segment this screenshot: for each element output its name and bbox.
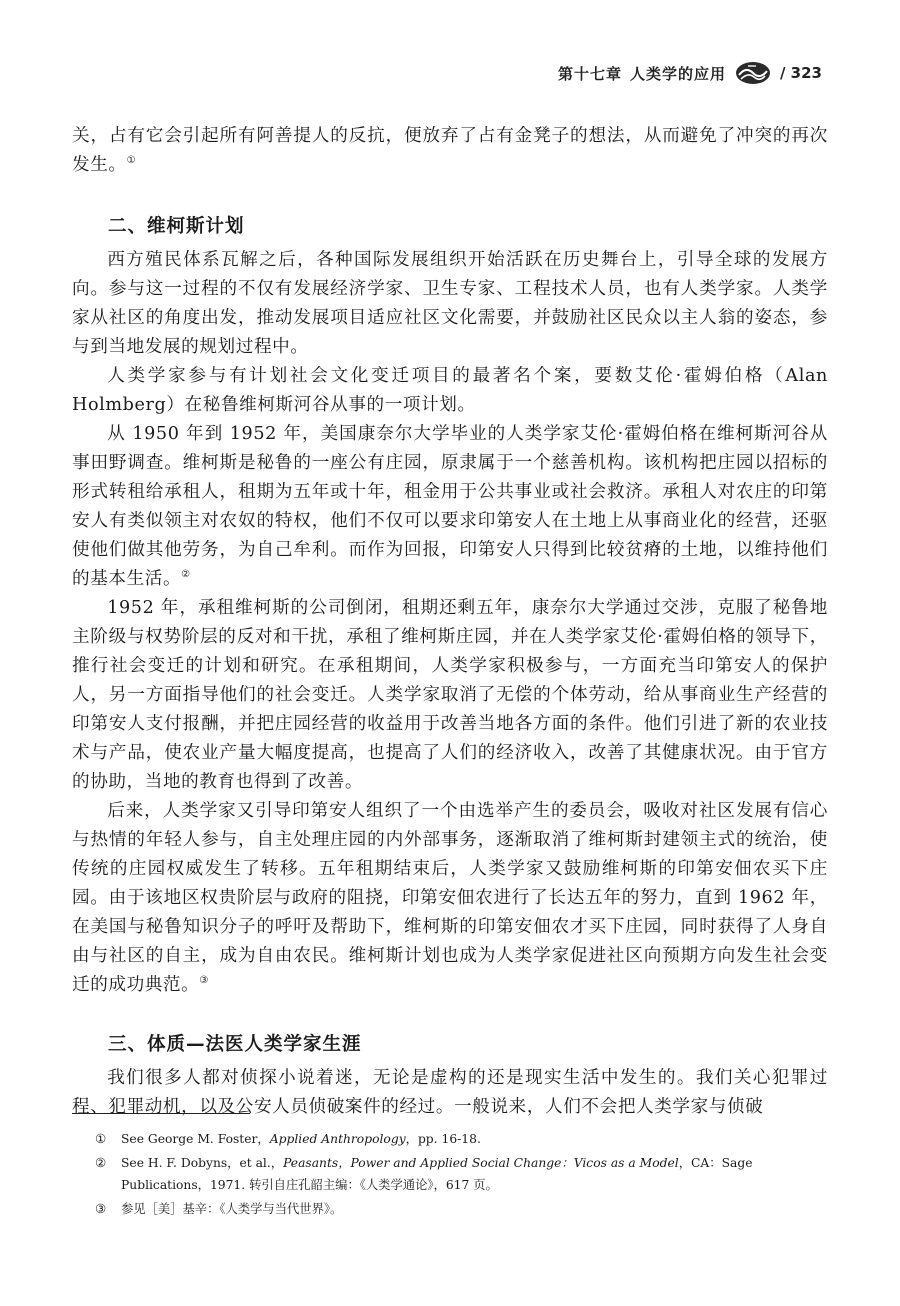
- footnote-text: See H. F. Dobyns，et al.，Peasants，Power and Applied Social Change：Vicos as a Model，CA：Sage Publications，1971. 转引自庄孔韶主编：《人类学通论》，617 页。: [121, 1156, 753, 1192]
- chapter-emblem-icon: [734, 60, 772, 86]
- footnotes: [95, 1128, 810, 1222]
- footnote-text: See George M. Foster，Applied Anthropology，pp. 16-18.: [121, 1132, 481, 1146]
- main-text: [72, 122, 828, 1122]
- footnote-mark: ②: [95, 1156, 107, 1170]
- running-header: [558, 60, 822, 86]
- paragraph-text: 从 1950 年到 1952 年，美国康奈尔大学毕业的人类学家艾伦·霍姆伯格在维柯斯河谷从事田野调查。维柯斯是秘鲁的一座公有庄园，原隶属于一个慈善机构。该机构把庄园以招标的形式转租给承租人，租期为五年或十年，租金用于公共事业或社会救济。承租人对农庄的印第安人有类似领主对农奴的特权，他们不仅可以要求印第安人在土地上从事商业化的经营，还驱使他们做其他劳务，为自己牟利。而作为回报，印第安人只得到比较贫瘠的土地，以维持他们的基本生活。: [72, 424, 828, 589]
- section-heading: 二、维柯斯计划: [108, 216, 245, 237]
- footnote-mark: ③: [95, 1202, 107, 1216]
- paragraph-text: 关，占有它会引起所有阿善提人的反抗，便放弃了占有金凳子的想法，从而避免了冲突的再次发生。: [72, 126, 828, 175]
- paragraph: 我们很多人都对侦探小说着迷，无论是虚构的还是现实生活中发生的。我们关心犯罪过程、犯罪动机，以及公安人员侦破案件的经过。一般说来，人们不会把人类学家与侦破: [72, 1068, 828, 1117]
- chapter-title: 人类学的应用: [629, 64, 726, 83]
- footnote: [95, 1198, 810, 1220]
- section-heading: 三、体质—法医人类学家生涯: [108, 1034, 362, 1055]
- paragraph: 1952 年，承租维柯斯的公司倒闭，租期还剩五年，康奈尔大学通过交涉，克服了秘鲁地主阶级与权势阶层的反对和干扰，承租了维柯斯庄园，并在人类学家艾伦·霍姆伯格的领导下，推行社会变迁的计划和研究。在承租期间，人类学家积极参与，一方面充当印第安人的保护人，另一方面指导他们的社会变迁。人类学家取消了无偿的个体劳动，给从事商业生产经营的印第安人支付报酬，并把庄园经营的收益用于改善当地各方面的条件。他们引进了新的农业技术与产品，使农业产量大幅度提高，也提高了人们的经济收入，改善了其健康状况。由于官方的协助，当地的教育也得到了改善。: [72, 598, 828, 792]
- paragraph-continued: [72, 122, 828, 180]
- footnote: [95, 1128, 810, 1150]
- paragraph-text: 后来，人类学家又引导印第安人组织了一个由选举产生的委员会，吸收对社区发展有信心与热情的年轻人参与，自主处理庄园的内外部事务，逐渐取消了维柯斯封建领主式的统治，使传统的庄园权威发生了转移。五年租期结束后，人类学家又鼓励维柯斯的印第安佃农买下庄园。由于该地区权贵阶层与政府的阻挠，印第安佃农进行了长达五年的努力，直到 1962 年，在美国与秘鲁知识分子的呼吁及帮助下，维柯斯的印第安佃农才买下庄园，同时获得了人身自由与社区的自主，成为自由农民。维柯斯计划也成为人类学家促进社区向预期方向发生社会变迁的成功典范。: [72, 801, 828, 995]
- footnote-text: 参见［美］基辛：《人类学与当代世界》。: [121, 1202, 343, 1216]
- footnote-ref[interactable]: ②: [181, 569, 191, 581]
- chapter-number: 第十七章: [557, 64, 622, 83]
- footnote-mark: ①: [95, 1132, 107, 1146]
- footnote: [95, 1152, 810, 1196]
- footnote-divider: [72, 1113, 250, 1114]
- paragraph: [72, 797, 828, 1000]
- paragraph: [72, 420, 828, 594]
- paragraph: 人类学家参与有计划社会文化变迁项目的最著名个案，要数艾伦·霍姆伯格（Alan Holmberg）在秘鲁维柯斯河谷从事的一项计划。: [72, 366, 828, 415]
- footnote-ref[interactable]: ①: [126, 155, 137, 167]
- paragraph: 西方殖民体系瓦解之后，各种国际发展组织开始活跃在历史舞台上，引导全球的发展方向。参与这一过程的不仅有发展经济学家、卫生专家、工程技术人员，也有人类学家。人类学家从社区的角度出发，推动发展项目适应社区文化需要，并鼓励社区民众以主人翁的姿态，参与到当地发展的规划过程中。: [72, 250, 828, 357]
- page-number: / 323: [779, 64, 822, 82]
- footnote-ref[interactable]: ③: [199, 975, 209, 987]
